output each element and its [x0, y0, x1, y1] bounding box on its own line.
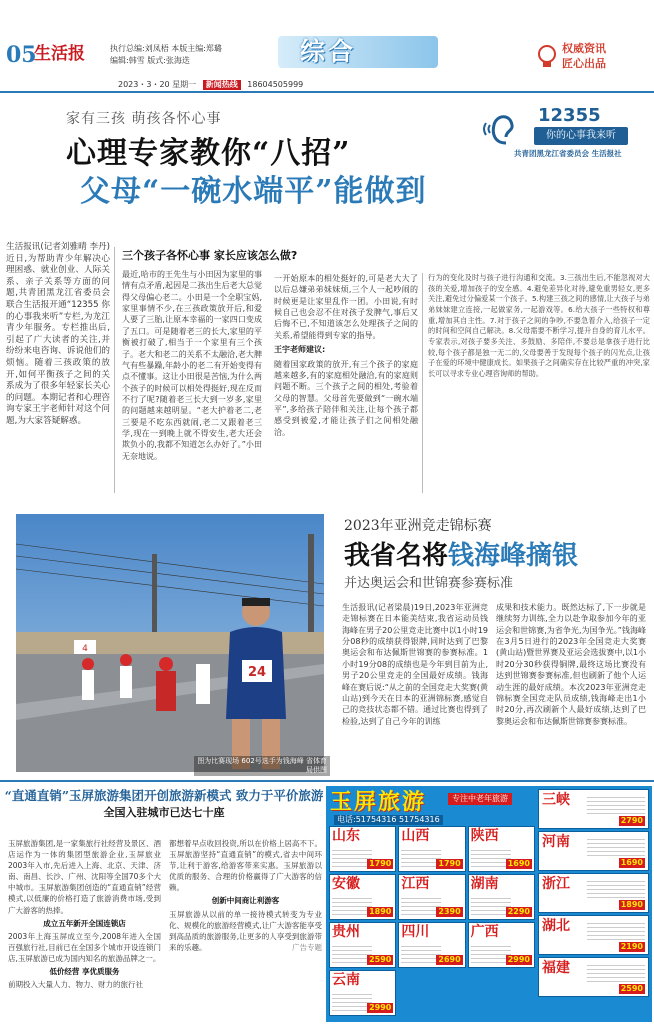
- route-price: 1890: [369, 907, 392, 916]
- tour-route-cell: [398, 874, 465, 920]
- masthead-rule: [0, 91, 654, 93]
- article-racewalk: [4, 506, 650, 776]
- hotline-label: 新闻热线: [203, 80, 241, 90]
- route-province: 山西: [401, 828, 430, 844]
- article1-headline-2: 父母“一碗水端平”能做到: [80, 174, 427, 209]
- route-price: 1690: [507, 859, 530, 868]
- route-price: 2990: [507, 955, 530, 964]
- article2-column-2: 成果和技术能力。既然达标了,下一步就是继续努力训练,全力以赴争取参加今年的亚运会和世锦赛,为省争光,为国争光。”钱海峰在3月5日进行的2023年全国竞走大奖赛(黄山站)暨世界赛及亚运会选拔赛中,以1小时20分30秒获得铜牌,最终这场比赛没有达到世锦赛参赛标准,但也刷新了他个人运动生涯的最好成绩。本次2023年亚洲竞走锦标赛全国竞走队员成绩,钱海峰走出1小时20分,再次刷新个人最好成绩,达到了巴黎奥运会和布达佩斯世锦赛参赛标准。: [496, 603, 646, 726]
- route-detail-lines: [332, 847, 372, 867]
- column-divider: [114, 247, 115, 493]
- advertorial-subhead-3: 创新中间商让利游客: [211, 896, 280, 906]
- tour-route-cell: [538, 915, 649, 955]
- issue-date: 2023・3・20 星期一: [118, 80, 197, 89]
- route-province: 三峡: [542, 792, 570, 808]
- advertorial-text-2: 2003年上海玉屏成立至今,2008年进入全国百强旅行社,目前已在全国多个城市开设连锁门店,玉屏旅游已成为国内知名的旅游品牌之一。: [8, 931, 161, 963]
- column-divider: [422, 273, 423, 493]
- route-detail-lines: [332, 895, 372, 915]
- advertorial-text-5: 玉屏旅游从以前的单一接待模式转变为专业化、规模化的旅游经营模式,让广大游客能享受到高品质的旅游服务,让更多的人享受到旅游带来的乐趣。: [169, 909, 322, 952]
- advertorial-credit: 广告专题: [292, 942, 322, 952]
- route-detail-lines: [471, 847, 511, 867]
- tour-route-cell: [538, 831, 649, 871]
- advertorial-subhead-2: 低价经营 享优质服务: [49, 967, 120, 977]
- logo-number: 12355: [538, 105, 601, 126]
- slogan-line-1: 权威资讯: [562, 42, 606, 55]
- article2-column-1: 生活报讯(记者梁晨)19日,2023年亚洲竞走锦标赛在日本能美结束,我省运动员钱海峰在男子20公里竞走比赛中以1小时19分08秒的成绩获得银牌,同时达到了巴黎奥运会和布达佩斯世锦赛的参赛标准。1小时19分08的成绩也是今年到目前为止,男子20公里竞走的全国最好成绩。钱海峰在赛后说:“从之前的全国竞走大奖赛(黄山站)到今天在日本的亚洲锦标赛,感觉自己的竞技状态都不错。通过比赛也得到了检验,达到了自己今年的训练: [342, 603, 488, 726]
- route-price: 2590: [620, 984, 643, 993]
- advertorial-columns: [8, 838, 322, 990]
- tour-phone: 电话:51754316 51754316: [334, 815, 443, 825]
- article1-column-2-text: 一开始原本的相处挺好的,可是老大大了以后总嫌弟弟妹妹烦,三个人一起吵闹的时候更是让家里乱作一团。小田说,有时候自己也会忍不住对孩子发脾气,事后又后悔不已,不知道该怎么处理孩子之间的关系,希望能得到专家的指导。: [274, 274, 418, 340]
- race-photo: [16, 514, 327, 775]
- tour-route-cell: [538, 957, 649, 997]
- route-province: 广西: [470, 924, 499, 940]
- newspaper-brand: 生活报: [34, 44, 85, 64]
- tour-route-cell: [329, 874, 396, 920]
- route-price: 1790: [438, 859, 461, 868]
- advertorial-text-1: 玉屏旅游集团,是一家集旅行社经营及景区、酒店运作为一体的集团型旅游企业,玉屏旅业2003年入市,先后进入上海、北京、天津、济南、南昌、长沙、广州、沈阳等全国70多个大中城市。玉屏旅游集团创造的“直通直销”经营模式,以低廉的价格打造了旅游消费市场,受到广大游客的热捧。: [8, 839, 161, 915]
- tour-route-cell: [398, 922, 465, 968]
- route-province: 山东: [332, 828, 360, 844]
- advertorial-subhead: 全国入驻城市已达七十座: [103, 806, 225, 820]
- advertorial-headline: “直通直销”玉屏旅游集团开创旅游新模式 致力于平价旅游: [4, 788, 324, 803]
- route-price: 1690: [620, 858, 643, 867]
- advertorial-column-2: [169, 838, 322, 990]
- route-province: 浙江: [542, 876, 570, 892]
- route-province: 云南: [332, 972, 360, 988]
- ear-icon: [480, 109, 520, 149]
- route-price: 1790: [369, 859, 392, 868]
- advertorial-column-1: [8, 838, 161, 990]
- expert-advice-label: 王宇老师建议:: [274, 345, 326, 355]
- route-province: 陕西: [470, 828, 499, 844]
- tour-route-cell: [329, 922, 396, 968]
- article2-headline-highlight: 钱海峰摘银: [448, 541, 579, 571]
- article-parenting: [4, 97, 650, 497]
- advertorial: [4, 788, 324, 1020]
- tour-right-column: [538, 789, 649, 997]
- article1-subhead: 三个孩子各怀心事 家长应该怎么做?: [122, 249, 298, 262]
- article2-kicker: 2023年亚洲竞走锦标赛: [344, 518, 492, 534]
- tour-route-cell: [538, 789, 649, 829]
- route-detail-lines: [471, 943, 511, 963]
- article2-subhead: 并达奥运会和世锦赛参赛标准: [344, 576, 514, 591]
- tour-route-cell: [398, 826, 465, 872]
- masthead: [0, 0, 654, 90]
- route-price: 2590: [369, 955, 392, 964]
- route-province: 四川: [401, 924, 430, 940]
- route-price: 2290: [507, 907, 530, 916]
- race-photo-illustration: [16, 514, 324, 772]
- logo-slogan: 你的心事我来听: [534, 127, 628, 145]
- tour-grid: [329, 826, 535, 1016]
- article1-column-2: [274, 273, 418, 438]
- tour-route-cell: [468, 874, 535, 920]
- route-price: 2190: [620, 942, 643, 951]
- route-province: 河南: [542, 834, 570, 850]
- dateline: [118, 80, 303, 90]
- tour-route-cell: [468, 922, 535, 968]
- route-detail-lines: [587, 962, 645, 982]
- photo-caption: 图为比赛现场 602号选手为钱海峰 省体育局供图: [194, 756, 330, 776]
- lightbulb-icon: [536, 44, 558, 70]
- page-number: 05: [6, 42, 37, 68]
- route-price: 2990: [369, 1003, 392, 1012]
- logo-organization: 共青团黑龙江省委员会 生活报社: [514, 149, 622, 158]
- article2-headline-pre: 我省名将: [344, 541, 449, 571]
- hotline-number: 18604505999: [247, 80, 304, 89]
- tour-ad-header: [330, 789, 536, 825]
- editors-credit: [110, 43, 222, 67]
- slogan: [562, 42, 606, 72]
- route-detail-lines: [332, 991, 372, 1011]
- tour-brand: 玉屏旅游: [330, 790, 427, 815]
- article1-column-1: 最近,哈市的王先生与小田因为家里的事情有点矛盾,起因是二孩出生后老大总觉得父母偏心老二。小田是一个全职宝妈,家里事情不少,在三孩政策放开后,和爱人要了三胎,让原本幸福的一家四口变成了五口。可是随着老三的长大,家里的平衡被打破了,相当于一个家里有三个孩子。老大和老二的关系不太融洽,老大脾气有些暴躁,年龄小的老二有开始变得有点不懂事。这让小田很是苦恼,为什么两个孩子的时候可以相处得挺好,现在反而不行了呢?随着老三长大到一岁多,家里的问题越来越明显。“老大护着老二,老三要是不吃东西就闹,老二又跟着老三学,现在一到晚上就不得安生,老大还会欺负小的,我都不知道怎么办好了。”小田无奈地说。: [122, 270, 262, 461]
- route-detail-lines: [401, 895, 441, 915]
- route-price: 1890: [620, 900, 643, 909]
- route-price: 2390: [438, 907, 461, 916]
- editors-line-2: 编辑:韩雪 版式:张海迭: [110, 56, 190, 65]
- bottom-rule: [0, 780, 654, 782]
- advertorial-text-3: 前期投入大量人力、物力、财力的旅行社: [8, 980, 143, 990]
- article1-lead: 生活报讯(记者刘雅晴 李丹)近日,为帮助青少年解决心理困惑、就业创业、人际关系、亲子关系等方面的问题,共青团黑龙江省委员会联合生活报开通“12355 你的心事我来听”专栏,为龙江青少年服务。专栏推出后,引起了广大读者的关注,并纷纷来电咨询、诉说他们的烦恼。随着三孩政策的放开,如何平衡孩子之间的关系成为了很多年轻家长关心的问题。本期记者和心理咨询专家王宇老师针对这个问题,为大家答疑解惑。: [6, 242, 110, 426]
- bib-main-number: 24: [247, 665, 267, 680]
- hotline-logo: [476, 105, 646, 179]
- route-province: 福建: [542, 960, 570, 976]
- route-province: 江西: [401, 876, 430, 892]
- route-detail-lines: [401, 943, 441, 963]
- route-price: 2690: [438, 955, 461, 964]
- article1-column-2-advice: 随着国家政策的放开,有三个孩子的家庭越来越多,有的家庭相处融洽,有的家庭则问题不断。三个孩子之间的相处,考验着父母的智慧。父母首先要做到“一碗水端平”,多给孩子陪伴和关注,让每个孩子都感受到被爱,才能让孩子们之间相处融洽。: [274, 359, 418, 437]
- tour-tagline: 专注中老年旅游: [448, 793, 512, 805]
- route-detail-lines: [587, 836, 645, 856]
- tour-route-cell: [329, 826, 396, 872]
- bib-left-number: 4: [82, 644, 88, 654]
- route-province: 安徽: [332, 876, 360, 892]
- route-detail-lines: [587, 794, 645, 814]
- article2-headline: [344, 540, 578, 573]
- route-detail-lines: [401, 847, 441, 867]
- route-province: 贵州: [332, 924, 360, 940]
- section-title: 综合: [300, 37, 357, 66]
- tour-advertisement: [326, 786, 652, 1022]
- route-price: 2790: [620, 816, 643, 825]
- route-detail-lines: [587, 878, 645, 898]
- route-detail-lines: [332, 943, 372, 963]
- article1-kicker: 家有三孩 萌孩各怀心事: [66, 111, 222, 127]
- advertorial-text-4: 都想着早点收回投资,所以在价格上居高不下。玉屏旅游坚持“直通直销”的模式,省去中间环节,让利于游客,给游客带来实惠。玉屏旅游以优质的服务、合理的价格赢得了广大游客的信赖。: [169, 839, 322, 893]
- article1-headline-1: 心理专家教你“八招”: [66, 136, 351, 171]
- route-province: 湖北: [542, 918, 570, 934]
- route-detail-lines: [471, 895, 511, 915]
- tour-route-cell: [329, 970, 396, 1016]
- slogan-line-2: 匠心出品: [562, 56, 606, 70]
- advertorial-subhead-1: 成立五年新开全国连锁店: [43, 918, 126, 928]
- tour-route-cell: [538, 873, 649, 913]
- route-detail-lines: [587, 920, 645, 940]
- editors-line-1: 执行总编:刘凤梧 本版主编:郑璐: [110, 44, 222, 53]
- route-province: 湖南: [470, 876, 499, 892]
- tour-route-cell: [468, 826, 535, 872]
- article1-column-3: 行为的变化及时与孩子进行沟通和交流。3.三孩出生后,不能忽视对大孩的关爱,增加孩子的安全感。4.避免差异化对待,避免重男轻女,更多关注,避免过分偏爱某一个孩子。5.构建三孩之间的感情,让大孩子与弟弟妹妹建立连接,一起做家务,一起游戏等。6.给大孩子一些特权和尊重,增加其自主性。7.对于孩子之间的争吵,不要急着介入,给孩子一定的时间和空间自己解决。8.父母需要不断学习,提升自身的育儿水平。专家表示,对孩子要多关注、多鼓励、多陪伴,不要总是拿孩子进行比较,每个孩子都是独一无二的,父母要善于发现每个孩子的闪光点,让孩子在爱的环境中健康成长。如果孩子之间确实存在比较严重的冲突,家长可以寻求专业心理咨询师的帮助。: [428, 273, 650, 378]
